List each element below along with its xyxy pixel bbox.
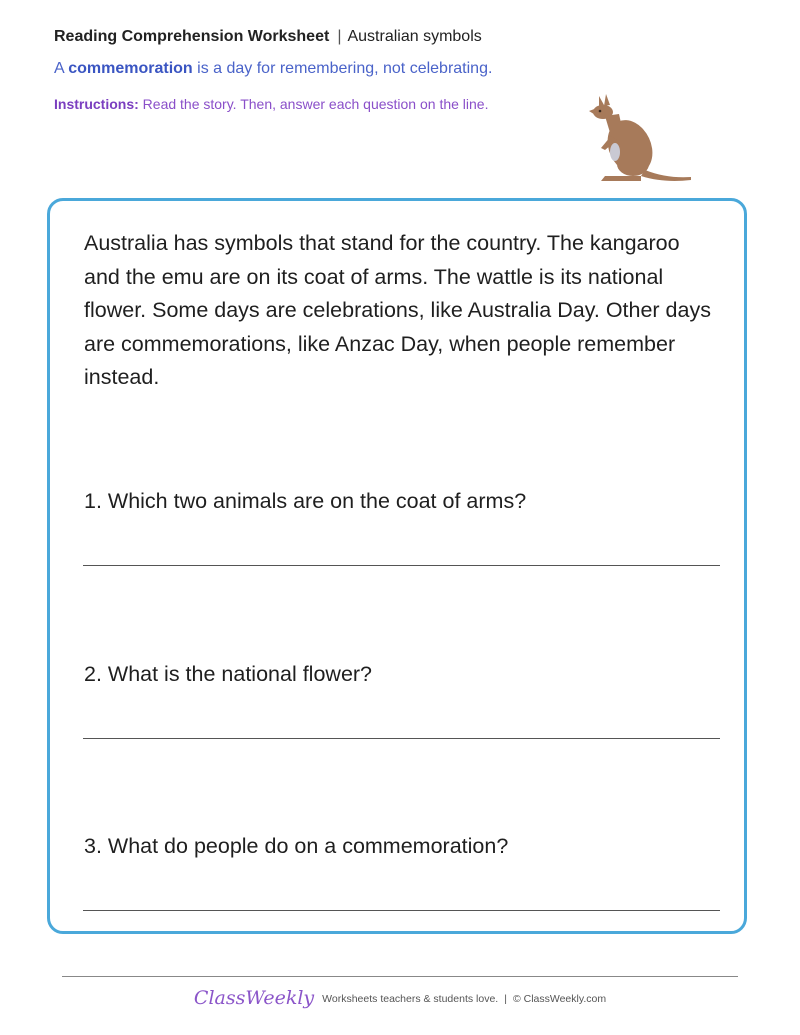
footer-separator: | bbox=[504, 993, 507, 1005]
worksheet-title: Reading Comprehension Worksheet bbox=[54, 28, 330, 45]
definition-text: is a day for remembering, not celebrating. bbox=[192, 60, 493, 77]
story-card bbox=[47, 198, 747, 934]
question-3: 3. What do people do on a commemoration? bbox=[84, 834, 509, 858]
worksheet-topic: Australian symbols bbox=[347, 28, 482, 45]
header-separator: | bbox=[337, 28, 342, 45]
worksheet-header bbox=[54, 28, 482, 46]
footer bbox=[0, 987, 800, 1009]
kangaroo-icon bbox=[575, 92, 695, 184]
instructions-label: Instructions: bbox=[54, 96, 139, 112]
footer-tagline: Worksheets teachers & students love. bbox=[322, 993, 499, 1005]
footer-divider bbox=[62, 976, 738, 977]
definition-term: commemoration bbox=[68, 60, 193, 77]
footer-copyright: © ClassWeekly.com bbox=[512, 993, 607, 1005]
answer-line-3[interactable] bbox=[83, 910, 720, 911]
definition-line bbox=[54, 60, 492, 78]
definition-prefix: A bbox=[54, 60, 69, 77]
instructions-text: Read the story. Then, answer each question on the line. bbox=[138, 96, 489, 112]
question-1: 1. Which two animals are on the coat of arms? bbox=[84, 489, 527, 513]
answer-line-2[interactable] bbox=[83, 738, 720, 739]
brand-logo: ClassWeekly bbox=[193, 987, 315, 1009]
instructions bbox=[54, 93, 494, 115]
story-text: Australia has symbols that stand for the country. The kangaroo and the emu are on its coat of arms. The wattle is its national flower. Some days are celebrations, like Australia Day. Other days are commemorations, like Anzac Day, when people remember instead. bbox=[84, 231, 711, 389]
question-2: 2. What is the national flower? bbox=[84, 662, 373, 686]
answer-line-1[interactable] bbox=[83, 565, 720, 566]
